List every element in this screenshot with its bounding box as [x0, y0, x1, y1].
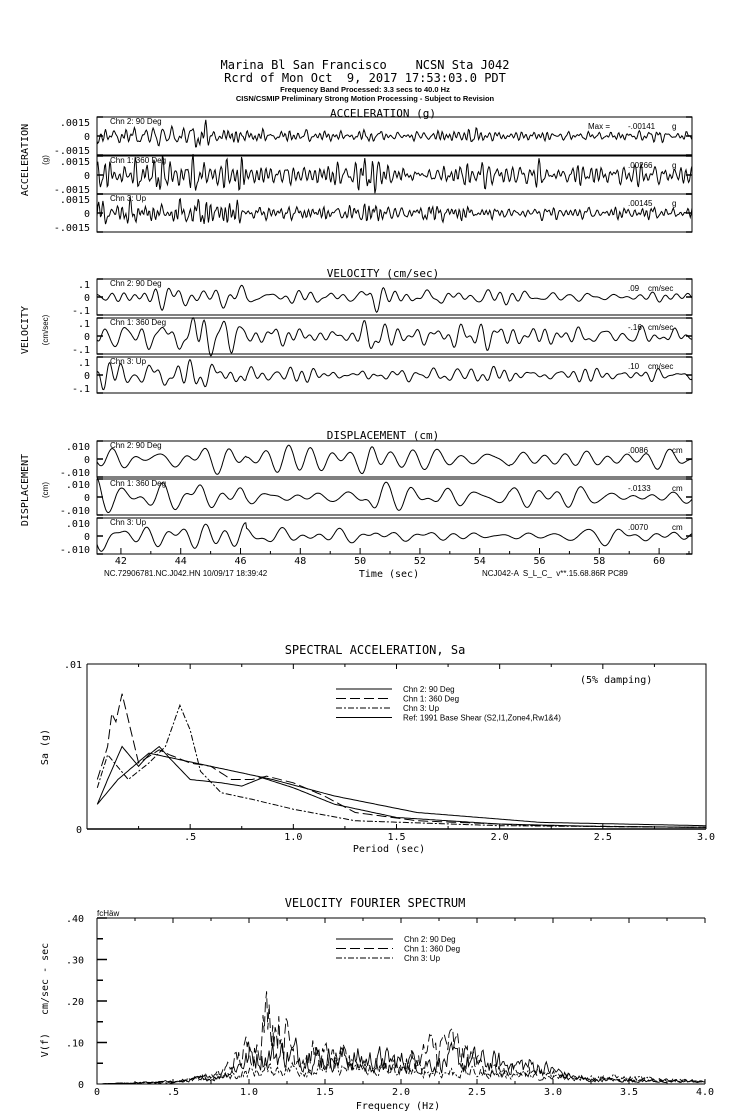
channel-panel [72, 357, 692, 395]
channel-panel [72, 279, 692, 317]
y-tick-label: .0015 [59, 157, 90, 168]
waveform-trace [97, 154, 692, 193]
panel-title: DISPLACEMENT (cm) [326, 429, 440, 442]
spectral-acceleration-chart [40, 643, 715, 855]
y-tick-label: .01 [63, 660, 82, 671]
x-tick-label: 3.5 [619, 1087, 639, 1098]
damping-annotation: (5% damping) [580, 675, 653, 686]
channel-panel [72, 318, 692, 356]
time-history-velocity [20, 267, 692, 395]
y-tick-label: -.010 [59, 545, 90, 556]
sa-series-line [97, 694, 706, 828]
legend-label: Chn 2: 90 Deg [403, 685, 455, 694]
channel-label: Chn 2: 90 Deg [110, 441, 162, 450]
x-tick-label: 50 [354, 556, 367, 567]
y-tick-label: 0 [83, 455, 90, 466]
channel-max-value: -.0133 [628, 484, 651, 493]
channel-panel [54, 117, 692, 157]
y-tick-label: 0 [83, 132, 90, 143]
y-tick-label: .0015 [59, 118, 90, 129]
channel-max-unit: g [672, 161, 677, 170]
fourier-spectrum-chart [40, 896, 714, 1112]
chart-title: VELOCITY FOURIER SPECTRUM [284, 896, 466, 910]
channel-panel [54, 194, 692, 234]
channel-max-value: .10 [628, 362, 640, 371]
y-axis-label: VELOCITY [20, 305, 31, 355]
channel-max-value: -.16 [628, 323, 642, 332]
channel-label: Chn 1: 360 Deg [110, 156, 167, 165]
y-tick-label: 0 [83, 293, 90, 304]
max-prefix: Max = [588, 122, 611, 131]
channel-max-unit: cm [672, 523, 683, 532]
channel-max-unit: cm/sec [648, 284, 674, 293]
y-tick-label: 0 [83, 371, 90, 382]
channel-max-value: -.00141 [628, 122, 656, 131]
y-axis-label: DISPLACEMENT [20, 453, 31, 527]
y-tick-label: -.0015 [53, 146, 90, 157]
header-processing-note: CISN/CSMIP Preliminary Strong Motion Processing - Subject to Revision [235, 94, 495, 103]
y-axis-label: V(f) cm/sec - sec [40, 942, 51, 1058]
y-tick-label: 0 [77, 1080, 84, 1091]
y-tick-label: -.0015 [53, 223, 90, 234]
time-history-displacement [20, 429, 692, 580]
legend-label: Chn 3: Up [403, 704, 440, 713]
x-tick-label: 56 [533, 556, 546, 567]
x-tick-label: 58 [593, 556, 606, 567]
y-tick-label: .20 [65, 997, 84, 1008]
sa-series-line [97, 753, 706, 826]
x-tick-label: 1.5 [387, 832, 406, 843]
channel-label: Chn 2: 90 Deg [110, 117, 162, 126]
x-tick-label: 3.0 [543, 1087, 563, 1098]
x-tick-label: 60 [653, 556, 666, 567]
x-tick-label: 2.5 [593, 832, 612, 843]
y-tick-label: .1 [77, 358, 90, 369]
y-tick-label: -.010 [59, 468, 90, 479]
y-tick-label: -.010 [59, 506, 90, 517]
channel-panel [60, 441, 692, 479]
header-record-time: Rcrd of Mon Oct 9, 2017 17:53:03.0 PDT [224, 71, 506, 85]
x-tick-label: 52 [413, 556, 426, 567]
channel-max-value: .09 [628, 284, 640, 293]
x-tick-label: 1.5 [315, 1087, 335, 1098]
channel-panel [54, 154, 692, 196]
record-id-footer: NC.72906781.NC.J042.HN 10/09/17 18:39:42 [104, 569, 268, 578]
plots [20, 107, 715, 1112]
channel-label: Chn 2: 90 Deg [110, 279, 162, 288]
legend-label: Chn 1: 360 Deg [403, 694, 460, 704]
x-tick-label: 1.0 [284, 832, 303, 843]
x-tick-label: 4.0 [695, 1087, 715, 1098]
channel-max-value: .00145 [628, 199, 653, 208]
y-tick-label: 0 [83, 209, 90, 220]
channel-max-unit: cm/sec [648, 362, 674, 371]
y-tick-label: 0 [83, 493, 90, 504]
channel-max-unit: g [672, 199, 677, 208]
x-tick-label: 3.0 [696, 832, 716, 843]
x-tick-label: 42 [114, 556, 127, 567]
channel-panel [60, 518, 692, 556]
waveform-trace [97, 445, 692, 474]
channel-max-value: .0086 [628, 446, 649, 455]
x-axis-label: Period (sec) [352, 844, 426, 855]
panel-title: ACCELERATION (g) [330, 107, 436, 120]
panel-frame [97, 279, 692, 315]
y-tick-label: .010 [65, 442, 90, 453]
x-axis-label: Time (sec) [358, 569, 420, 580]
waveform-trace [97, 477, 692, 512]
waveform-trace [97, 197, 692, 224]
channel-max-value: .00266 [628, 161, 653, 170]
y-tick-label: .1 [77, 319, 90, 330]
axes-frame [87, 664, 706, 829]
waveform-trace [97, 285, 692, 312]
time-history-acceleration [20, 107, 692, 234]
channel-label: Chn 3: Up [110, 194, 147, 203]
corner-label: fcHäw [97, 909, 120, 918]
y-axis-label: Sa (g) [40, 728, 51, 766]
x-tick-label: 2.0 [391, 1087, 411, 1098]
channel-max-unit: cm [672, 484, 683, 493]
y-axis-unit: (cm) [41, 482, 50, 498]
legend-label: Chn 2: 90 Deg [404, 935, 456, 944]
header-station: Marina Bl San Francisco NCSN Sta J042 [220, 58, 510, 72]
channel-label: Chn 1: 360 Deg [110, 479, 167, 488]
header-frequency-band: Frequency Band Processed: 3.3 secs to 40.0 Hz [280, 85, 450, 94]
legend-label: Chn 3: Up [404, 954, 441, 963]
x-tick-label: 44 [174, 556, 187, 567]
channel-max-unit: cm/sec [648, 323, 674, 332]
y-tick-label: -.1 [71, 306, 90, 317]
y-tick-label: .10 [65, 1038, 84, 1050]
chart-title: SPECTRAL ACCELERATION, Sa [284, 643, 466, 657]
x-tick-label: 2.0 [490, 832, 509, 843]
x-tick-label: 0 [93, 1087, 101, 1098]
channel-panel [60, 477, 692, 517]
waveform-trace [97, 523, 692, 552]
y-tick-label: .0015 [59, 195, 90, 206]
x-tick-label: 54 [473, 556, 486, 567]
processing-id-footer: NCJ042-A S_L_C_ v**.15.68.86R PC89 [482, 569, 628, 578]
panel-title: VELOCITY (cm/sec) [326, 267, 440, 280]
x-axis-label: Frequency (Hz) [355, 1101, 441, 1112]
y-tick-label: 0 [83, 332, 90, 343]
legend-label: Ref: 1991 Base Shear (S2,I1,Zone4,Rw1&4) [403, 713, 561, 723]
channel-label: Chn 1: 360 Deg [110, 318, 167, 327]
y-axis-label: ACCELERATION [20, 123, 31, 197]
waveform-trace [97, 360, 692, 390]
y-axis-unit: (g) [41, 155, 50, 165]
panel-frame [97, 479, 692, 515]
x-tick-label: 2.5 [467, 1087, 487, 1098]
y-tick-label: 0 [75, 825, 82, 836]
y-tick-label: .010 [65, 480, 90, 491]
y-tick-label: .30 [65, 955, 84, 967]
y-tick-label: -.1 [71, 384, 90, 395]
legend-label: Chn 1: 360 Deg [404, 944, 461, 954]
y-tick-label: .010 [65, 519, 90, 530]
y-tick-label: -.0015 [53, 185, 90, 196]
x-tick-label: 1.0 [239, 1087, 259, 1098]
x-tick-label: 48 [294, 556, 307, 567]
y-axis-unit: (cm/sec) [41, 314, 50, 346]
y-tick-label: 0 [83, 171, 90, 182]
x-tick-label: 46 [234, 556, 247, 567]
y-tick-label: .1 [77, 280, 90, 291]
fourier-series-line [100, 1038, 704, 1084]
y-tick-label: 0 [83, 532, 90, 543]
panel-frame [97, 441, 692, 477]
header [221, 58, 510, 103]
y-tick-label: -.1 [71, 345, 90, 356]
channel-max-unit: g [672, 122, 677, 131]
channel-max-unit: cm [672, 446, 683, 455]
waveform-trace [97, 318, 692, 356]
panel-frame [97, 518, 692, 554]
y-tick-label: .40 [65, 914, 84, 925]
x-tick-label: .5 [166, 1087, 180, 1098]
sa-series-line [97, 747, 706, 828]
x-tick-label: .5 [184, 832, 197, 843]
channel-label: Chn 3: Up [110, 518, 147, 527]
channel-label: Chn 3: Up [110, 357, 147, 366]
channel-max-value: .0070 [628, 523, 649, 532]
